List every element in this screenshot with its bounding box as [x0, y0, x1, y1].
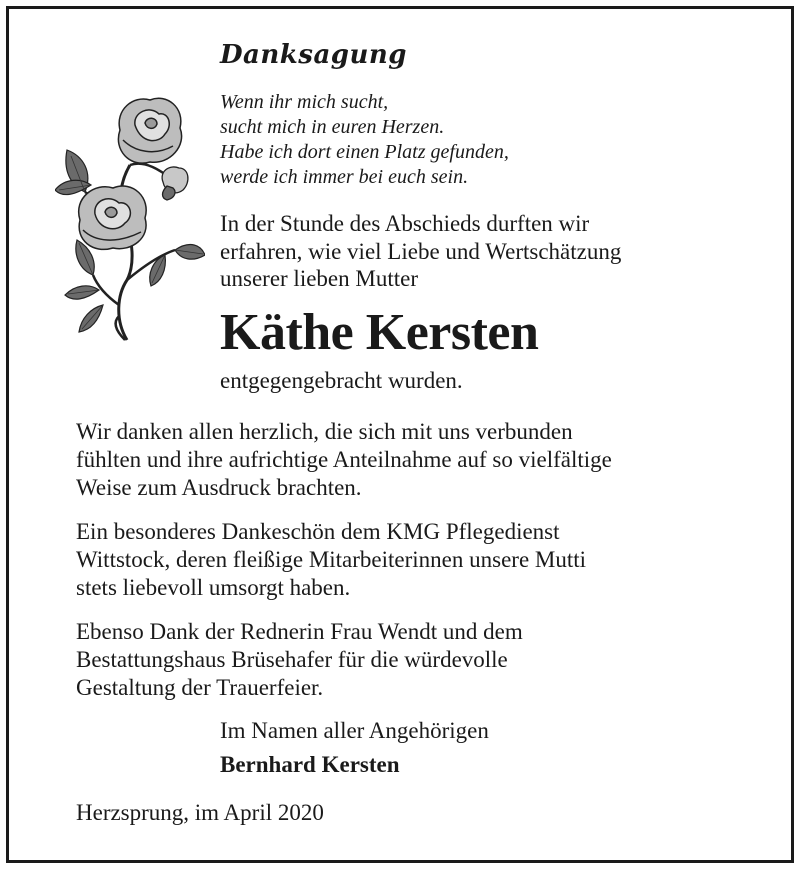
thanks-paragraph — [76, 418, 612, 502]
rose-branch-icon — [55, 90, 205, 350]
deceased-name: Käthe Kersten — [220, 304, 539, 361]
paragraph-line: fühlten und ihre aufrichtige Anteilnahme auf so vielfältige — [76, 447, 612, 472]
intro-line: erfahren, wie viel Liebe und Wertschätzung — [220, 238, 622, 264]
speaker-paragraph — [76, 618, 523, 702]
paragraph-line: Weise zum Ausdruck brachten. — [76, 475, 362, 500]
paragraph-line: Ein besonderes Dankeschön dem KMG Pflegedienst — [76, 519, 560, 544]
notice-heading: Danksagung — [220, 40, 407, 70]
intro-text — [220, 210, 621, 293]
paragraph-line: stets liebevoll umsorgt haben. — [76, 575, 351, 600]
intro-line: unserer lieben Mutter — [220, 266, 418, 291]
paragraph-line: Bestattungshaus Brüsehafer für die würdevolle — [76, 647, 508, 672]
paragraph-line: Gestaltung der Trauerfeier. — [76, 675, 324, 700]
paragraph-line: Wittstock, deren fleißige Mitarbeiterinnen unsere Mutti — [76, 547, 587, 572]
paragraph-line: Ebenso Dank der Rednerin Frau Wendt und dem — [76, 619, 523, 644]
signature-name: Bernhard Kersten — [220, 752, 400, 777]
poem — [220, 90, 509, 190]
signature-line: Im Namen aller Angehörigen — [220, 718, 489, 743]
care-service-paragraph — [76, 518, 586, 602]
poem-line: Habe ich dort einen Platz gefunden, — [220, 141, 509, 163]
paragraph-line: Wir danken allen herzlich, die sich mit uns verbunden — [76, 419, 573, 444]
intro-line: In der Stunde des Abschieds durften wir — [220, 211, 590, 236]
poem-line: Wenn ihr mich sucht, — [220, 91, 389, 113]
place-date: Herzsprung, im April 2020 — [76, 800, 324, 825]
poem-line: sucht mich in euren Herzen. — [220, 116, 445, 138]
poem-line: werde ich immer bei euch sein. — [220, 166, 469, 188]
after-name-text: entgegengebracht wurden. — [220, 368, 463, 393]
